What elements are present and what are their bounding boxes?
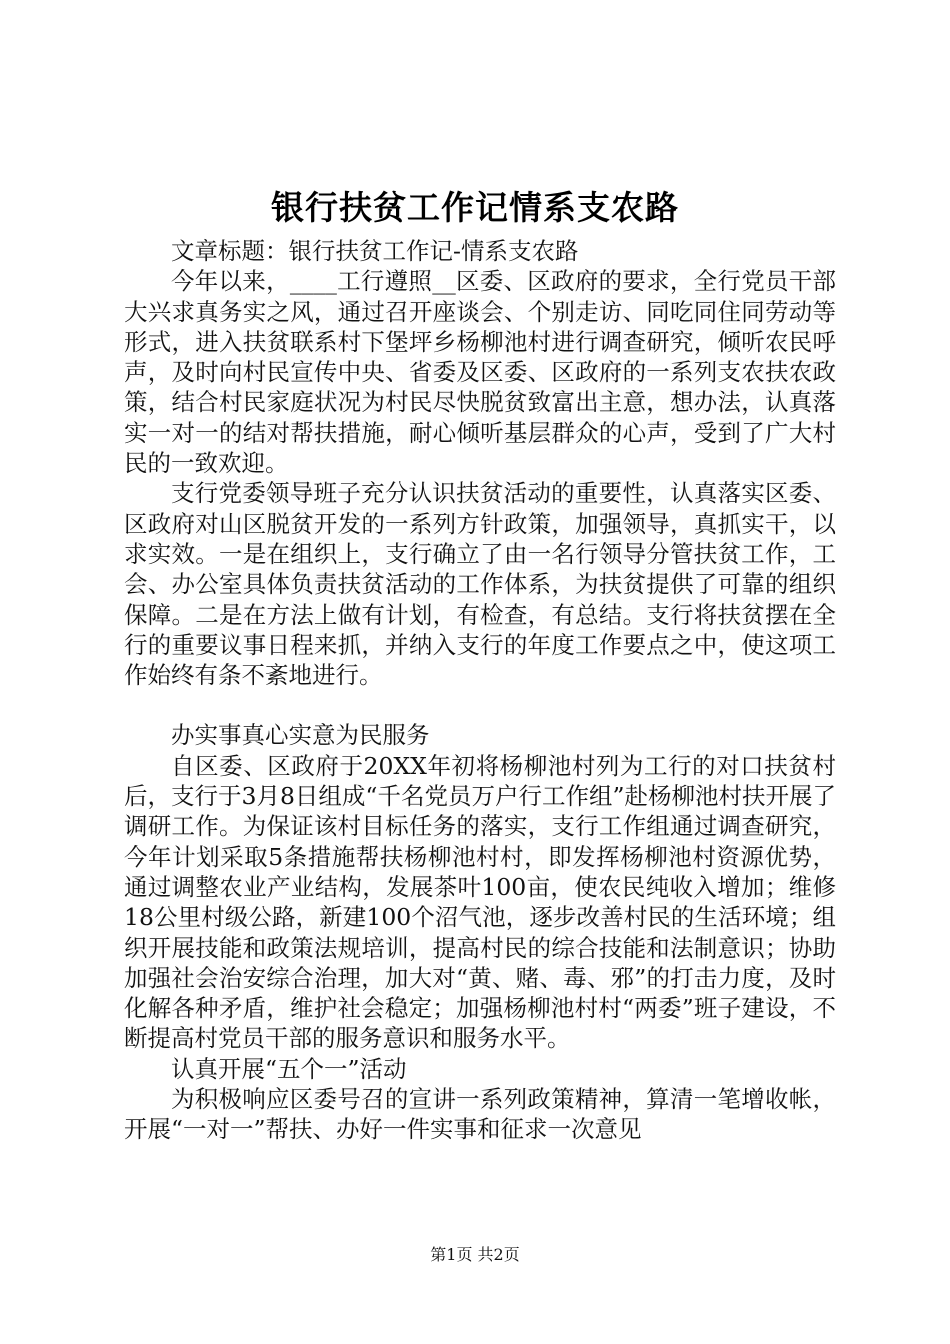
paragraph-intro: 今年以来，____工行遵照__区委、区政府的要求，全行党员干部大兴求真务实之风，通过召开座谈会、个别走访、同吃同住同劳动等形式，进入扶贫联系村下堡坪乡杨柳池村进行调查研究，倾听农民呼声，及时向村民宣传中央、省委及区委、区政府的一系列支农扶农政策，结合村民家庭状况为村民尽快脱贫致富出主意，想办法，认真落实一对一的结对帮扶措施，耐心倾听基层群众的心声，受到了广大村民的一致欢迎。 (124, 267, 836, 478)
article-heading-line: 文章标题：银行扶贫工作记-情系支农路 (171, 237, 579, 265)
paragraph-leadership: 支行党委领导班子充分认识扶贫活动的重要性，认真落实区委、区政府对山区脱贫开发的一系列方针政策，加强领导，真抓实干，以求实效。一是在组织上，支行确立了由一名行领导分管扶贫工作，工会、办公室具体负责扶贫活动的工作体系，为扶贫提供了可靠的组织保障。二是在方法上做有计划，有检查，有总结。支行将扶贫摆在全行的重要议事日程来抓，并纳入支行的年度工作要点之中，使这项工作始终有条不紊地进行。 (124, 479, 836, 690)
paragraph-activities: 为积极响应区委号召的宣讲一系列政策精神，算清一笔增收帐，开展“一对一”帮扶、办好一件实事和征求一次意见 (124, 1085, 836, 1144)
section-heading-service: 办实事真心实意为民服务 (171, 721, 430, 750)
document-body (124, 236, 836, 1145)
section-heading-activities: 认真开展“五个一”活动 (171, 1054, 407, 1083)
document-title: 银行扶贫工作记情系支农路 (271, 188, 679, 227)
page-footer: 第1页 共2页 (430, 1245, 520, 1264)
paragraph-measures: 自区委、区政府于20XX年初将杨柳池村列为工行的对口扶贫村后，支行于3月8日组成“千名党员万户行工作组”赴杨柳池村扶开展了调研工作。为保证该村目标任务的落实，支行工作组通过调查研究，今年计划采取5条措施帮扶杨柳池村村，即发挥杨柳池村资源优势，通过调整农业产业结构，发展茶叶100亩，使农民纯收入增加；维修18公里村级公路，新建100个沼气池，逐步改善村民的生活环境；组织开展技能和政策法规培训，提高村民的综合技能和法制意识；协助加强社会治安综合治理，加大对“黄、赌、毒、邪”的打击力度，及时化解各种矛盾，维护社会稳定；加强杨柳池村村“两委”班子建设，不断提高村党员干部的服务意识和服务水平。 (124, 751, 836, 1053)
